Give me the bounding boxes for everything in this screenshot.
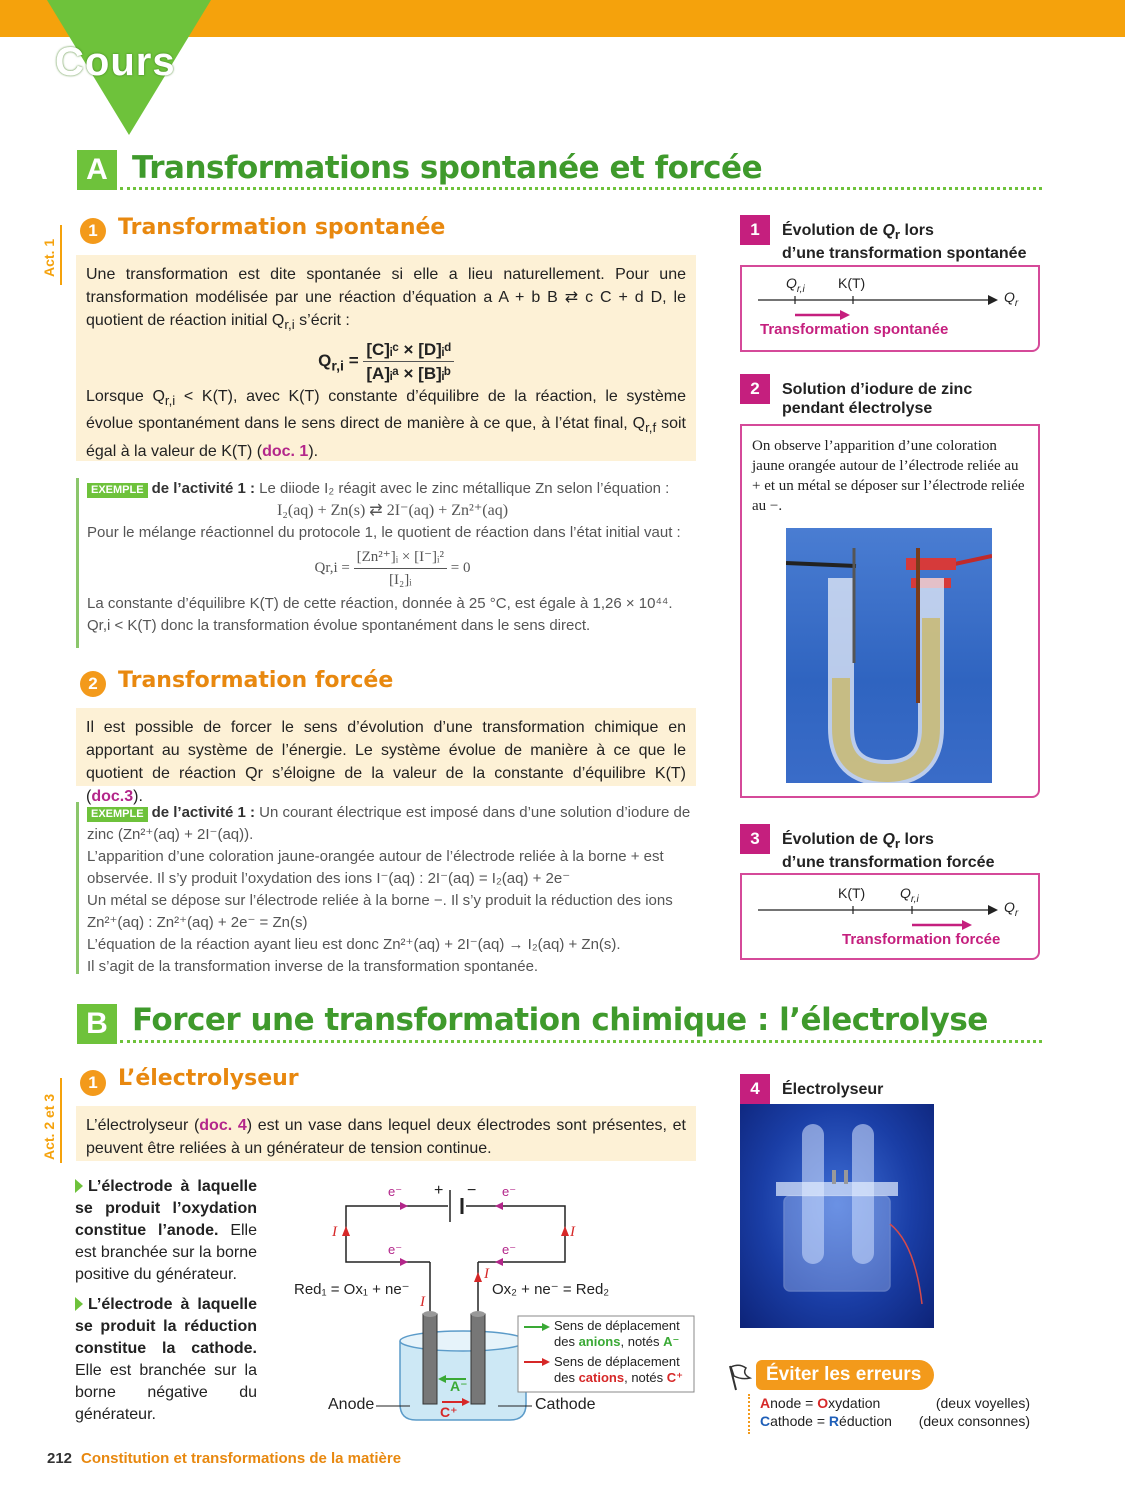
doc-1-arrow-head (840, 310, 850, 320)
battery-minus: − (467, 1182, 477, 1199)
section-a-title: Transformations spontanée et forcée (132, 150, 763, 186)
beaker-rim (400, 1331, 526, 1351)
doc-3-label-q: $Q_{r,i}$ (900, 885, 919, 905)
activity-tab-1 (38, 225, 62, 285)
doc-1-label-k: K(T) (838, 275, 866, 291)
current-label-right: I (570, 1224, 575, 1240)
electron-label-2: e⁻ (502, 1184, 517, 1199)
legend-anion-text: Sens de déplacement des anions, notés A⁻ (554, 1318, 680, 1349)
example-1-line1: EXEMPLE de l’activité 1 : Le diiode I₂ réagit avec le zinc métallique Zn selon l’équation : (87, 478, 698, 500)
bullet-cathode: L’électrode à laquelle se produit la réduction constitue la cathode. Elle est branchée sur la borne négative du générateur. (75, 1296, 257, 1423)
current-arrow-left (342, 1226, 350, 1236)
example-1-line2: Pour le mélange réactionnel du protocole 1, le quotient de réaction dans l’état initial vaut : (87, 524, 681, 541)
bullet-anode: L’électrode à laquelle se produit l’oxydation constitue l’anode. Elle est branchée sur la borne positive du générateur. (75, 1178, 258, 1283)
definition-spontaneous-line2: Lorsque $Q_{r,i} < K(T)$, avec K(T) constante d’équilibre de la réaction, le système évolue spontanément dans le sens direct de manière à ce que, à l’état final, $Q_{r,f}$ soit égal à la valeur de K(T) (doc. 1). (86, 388, 686, 460)
avoid-errors-title: Éviter les erreurs (756, 1360, 934, 1390)
section-a-letter: A (77, 150, 117, 190)
bullet-triangle-icon (75, 1297, 83, 1311)
half-equation-anode: Red₁ = Ox₁ + ne⁻ (294, 1281, 410, 1298)
rule-anode: Anode = Oxydation (deux voyelles) (760, 1395, 1030, 1411)
legend-cation-text: Sens de déplacement des cations, notés C⁺ (554, 1354, 683, 1385)
example-2-line5: Il s’agit de la transformation inverse de la transformation spontanée. (87, 958, 539, 975)
section-b-divider (120, 1040, 1042, 1043)
avoid-errors-rule (748, 1394, 750, 1434)
current-label-left: I (332, 1224, 337, 1240)
doc-4-title: Électrolyseur (782, 1081, 884, 1098)
activity-tab-2-3-label: Act. 2 et 3 (41, 1093, 57, 1160)
example-1-line4: Qr,i < K(T) donc la transformation évolue spontanément dans le sens direct. (87, 617, 591, 634)
lid (776, 1182, 898, 1196)
activity-tab-1-label: Act. 1 (41, 238, 57, 277)
doc-2-number: 2 (740, 374, 770, 404)
quotient-formula: $Q_{r,i}$ = $\frac{\text{[C]ᵢᶜ × [D]ᵢᵈ}}{\text{[A]ᵢᵃ × [B]ᵢᵇ}}$ (86, 338, 686, 385)
example-2-line2: L’apparition d’une coloration jaune-orangée autour de l’électrode reliée à la borne + est observée. Il s’y produit l’oxydation des ions I⁻(aq) : 2I⁻(aq) = I₂(aq) + 2e⁻ (87, 848, 664, 887)
electron-label-3: e⁻ (388, 1242, 403, 1257)
doc-3-caption: Transformation forcée (842, 931, 1001, 948)
electrolyser-illustration (740, 1104, 934, 1328)
section-b-title: Forcer une transformation chimique : l’électrolyse (132, 1002, 988, 1038)
section-b-letter: B (77, 1004, 117, 1044)
sub-b1-number: 1 (80, 1070, 106, 1096)
flag-icon (724, 1362, 754, 1392)
cation-label: C⁺ (440, 1404, 458, 1420)
example-2-line1: EXEMPLE de l’activité 1 : Un courant électrique est imposé dans d’une solution d’iodure de zinc (Zn²⁺(aq) + 2I⁻(aq)). (87, 804, 691, 843)
doc-1-axis-arrow (988, 295, 998, 305)
electrolysis-circuit (270, 1176, 700, 1428)
doc-3-label-k: K(T) (838, 885, 866, 901)
anode-label: Anode (328, 1396, 375, 1413)
sub-a1-number: 1 (80, 218, 106, 244)
sub-a2-title: Transformation forcée (118, 668, 394, 693)
footer-title: Constitution et transformations de la matière (81, 1450, 402, 1467)
example-1-equation: I₂(aq) + Zn(s) ⇄ 2I⁻(aq) + Zn²⁺(aq) (276, 502, 509, 519)
sub-a1-title: Transformation spontanée (118, 215, 446, 240)
doc-3-number: 3 (740, 824, 770, 854)
half-equation-cathode: Ox₂ + ne⁻ = Red₂ (492, 1281, 610, 1298)
terminal-2 (844, 1170, 848, 1184)
doc-1-frame (740, 265, 1040, 352)
anion-label: A⁻ (450, 1378, 468, 1394)
definition-spontaneous-line1: Une transformation est dite spontanée si elle a lieu naturellement. Pour une transformation modélisée par une réaction d’équation a A + b B ⇄ c C + d D, le quotient de réaction initial $Q_{r,i}$ s’écrit : (86, 266, 686, 333)
doc-3-frame (740, 873, 1040, 960)
doc-1-label-axis: $Q_r$ (1004, 289, 1019, 309)
page-number: 212 (47, 1450, 73, 1467)
cable (890, 1224, 922, 1304)
doc-3-title: Évolution de $Q_r$ lors d’une transformation forcée (782, 831, 995, 872)
sub-b1-title: L’électrolyseur (118, 1066, 299, 1091)
electron-arrow-4 (495, 1258, 503, 1266)
anode-top (423, 1311, 437, 1317)
definition-forced-text: Il est possible de forcer le sens d’évolution d’une transformation chimique en apportant au système de l’énergie. Le système évolue de manière à ce que le quotient de réaction Qr s’éloigne de la valeur de la constante d’équilibre K(T) (doc.3). (86, 719, 686, 805)
clip-red (906, 558, 956, 570)
doc-3-label-axis: $Q_r$ (1004, 899, 1019, 919)
wire-left (786, 563, 856, 566)
example-1 (76, 478, 698, 648)
doc-3-axis-arrow (988, 905, 998, 915)
doc-2-photo (786, 528, 992, 783)
example-1-line3: La constante d’équilibre K(T) de cette réaction, donnée à 25 °C, est égale à 1,26 × 10⁴⁴. (87, 595, 673, 612)
current-label-anode: I (420, 1294, 425, 1310)
definition-forced (76, 708, 696, 805)
sub-a2-number: 2 (80, 671, 106, 697)
bullet-triangle-icon (75, 1179, 83, 1193)
current-label-cathode: I (484, 1266, 489, 1282)
doc-3-arrow-head (962, 920, 972, 930)
electron-arrow-2 (495, 1202, 503, 1210)
current-arrow-cathode (474, 1272, 482, 1282)
rule-cathode: Cathode = Réduction (deux consonnes) (760, 1413, 1030, 1429)
activity-tab-2-3 (38, 1078, 62, 1163)
electron-arrow-1 (400, 1202, 408, 1210)
example-2-line4: L’équation de la réaction ayant lieu est donc Zn²⁺(aq) + 2I⁻(aq) → I₂(aq) + Zn(s). (87, 936, 621, 953)
definition-spontaneous (76, 255, 696, 461)
avoid-errors-content (760, 1394, 1030, 1430)
definition-electrolyser-text: L’électrolyseur (doc. 4) est un vase dans lequel deux électrodes sont présentes, et peuvent être reliées à un générateur de tension continue. (86, 1117, 686, 1157)
vessel (784, 1196, 890, 1291)
current-arrow-right (561, 1226, 569, 1236)
doc-4-photo (740, 1104, 934, 1328)
cathode-label: Cathode (535, 1396, 596, 1413)
definition-electrolyser (76, 1106, 696, 1161)
electron-label-1: e⁻ (388, 1184, 403, 1199)
example-2 (76, 802, 698, 974)
doc-1-title: Évolution de $Q_r$ lors d’une transformation spontanée (782, 222, 1027, 263)
cours-label: Cours (55, 40, 176, 84)
doc-1-caption: Transformation spontanée (760, 321, 949, 338)
doc-2-text: On observe l’apparition d’une coloration jaune orangée autour de l’électrode reliée au + et un métal se déposer sur l’électrode reliée au −. (752, 438, 1025, 514)
electrolysis-diagram (270, 1176, 700, 1428)
doc-2-title: Solution d’iodure de zinc pendant électrolyse (782, 381, 973, 417)
example-1-quotient: Qr,i = $\frac{\text{[Zn²⁺]ᵢ × [I⁻]ᵢ²}}{\text{[I₂]ᵢ}}$ = 0 (87, 546, 698, 591)
electron-label-4: e⁻ (502, 1242, 517, 1257)
terminal-1 (832, 1170, 836, 1184)
doc-2-frame (740, 424, 1040, 798)
doc-4-number: 4 (740, 1074, 770, 1104)
anode-electrode (423, 1314, 437, 1404)
cathode-electrode (471, 1314, 485, 1404)
example-2-line3: Un métal se dépose sur l’électrode reliée à la borne −. Il s’y produit la réduction des ions Zn²⁺(aq) : Zn²⁺(aq) + 2e⁻ = Zn(s) (87, 892, 673, 931)
u-tube-illustration (786, 528, 992, 783)
battery-plus: + (434, 1182, 444, 1199)
electron-arrow-3 (400, 1258, 408, 1266)
cathode-top (471, 1311, 485, 1317)
section-a-divider (120, 187, 1042, 190)
doc-1-number: 1 (740, 215, 770, 245)
doc-1-label-q: $Q_{r,i}$ (786, 275, 805, 295)
